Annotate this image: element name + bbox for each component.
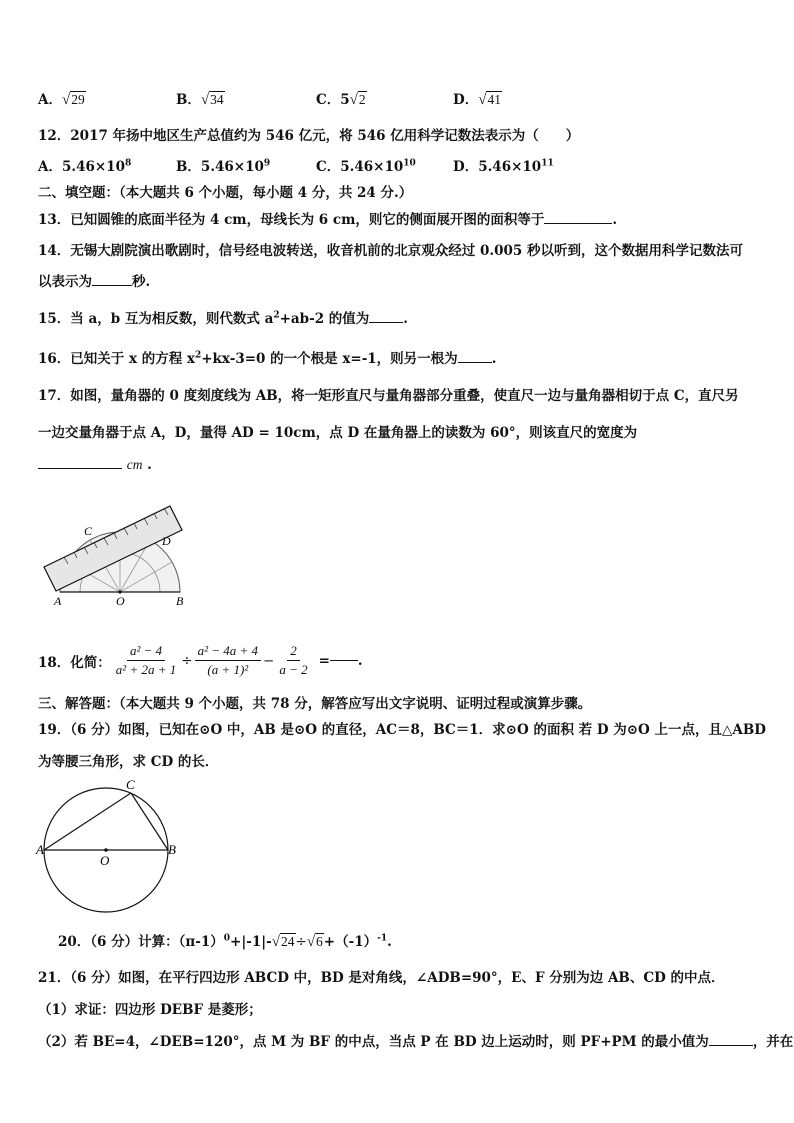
section-3-heading: 三、解答题：（本大题共 9 个小题，共 78 分，解答应写出文字说明、证明过程或演算步骤。 — [38, 696, 592, 712]
q21-answer-blank — [709, 1045, 753, 1046]
q15: 15．当 a，b 互为相反数，则代数式 $a^2+ab-2$ 的值为 . — [38, 310, 408, 327]
fig19-label-o: O — [100, 853, 110, 868]
fig17-label-d: D — [162, 534, 171, 548]
q21-line3: （2）若 BE=4，∠DEB=120°，点 M 为 BF 的中点，当点 P 在 BD 边上运动时，则 PF+PM 的最小值为 ，并在 — [38, 1034, 794, 1050]
fig19-label-b: B — [168, 842, 176, 857]
figure-17-protractor — [38, 500, 198, 612]
q13: 13．已知圆锥的底面半径为 4 cm，母线长为 6 cm，则它的侧面展开图的面积等于 . — [38, 212, 618, 228]
q12-option-c: C．$5.46\times 10^{10}$ — [316, 158, 416, 175]
q17-line3: cm . — [38, 457, 152, 473]
q20: 20．（6 分）计算：$(\pi-1)^0+|-1|-√24\div√6+(-1)^{-1}$. — [58, 933, 392, 950]
q12-stem: 12．2017 年扬中地区生产总值约为 546 亿元，将 546 亿用科学记数法表示为（ ） — [38, 128, 580, 144]
q19-line1: 19．（6 分）如图，已知在⊙O 中，AB 是⊙O 的直径，AC＝8，BC＝1．求⊙O 的面积 若 D 为⊙O 上一点，且△ABD — [38, 722, 766, 738]
q12-option-a: A．$5.46\times 10^8$ — [38, 158, 132, 175]
q18-answer-blank — [330, 660, 358, 661]
q18-fraction-1: $\frac{\text{a² − 4}}{\text{a² + 2a + 1}}$ — [115, 643, 177, 677]
q17-line2: 一边交量角器于点 A，D，量得 AD = 10cm，点 D 在量角器上的读数为 60°，则该直尺的宽度为 — [38, 425, 638, 441]
q11-option-d: D．√41 — [453, 92, 501, 108]
q11-option-b: B．√34 — [176, 92, 224, 108]
q18-fraction-2: $\frac{\text{a² − 4a + 4}}{\text{(a + 1)²}}$ — [195, 642, 261, 679]
fig17-label-c: C — [84, 524, 93, 538]
q18-fraction-3: $\frac{2}{a - 2}$ — [279, 643, 308, 677]
q21-line2: （1）求证：四边形 DEBF 是菱形； — [38, 1002, 262, 1018]
q18: 18．化简： $\frac{\text{a² − 4}}{\text{a² + 2a + 1}}$ ÷ $\frac{\text{a² − 4a + 4}}{\text{(a + 1)²}}$ − $\frac{2}{a - 2}$ = . — [38, 643, 363, 677]
q14-answer-blank — [92, 285, 132, 286]
q13-answer-blank — [544, 223, 612, 224]
fig17-label-o: O — [116, 594, 125, 608]
fig19-label-c: C — [126, 777, 135, 792]
q17-answer-blank — [38, 468, 122, 469]
figure-19-circle — [34, 775, 184, 915]
q19-line2: 为等腰三角形，求 CD 的长． — [38, 754, 219, 770]
section-2-heading: 二、填空题：（本大题共 6 个小题，每小题 4 分，共 24 分.） — [38, 185, 413, 201]
fig19-label-a: A — [36, 842, 44, 857]
q14-line2: 以表示为 秒. — [38, 274, 151, 290]
q12-option-b: B．$5.46\times 10^9$ — [176, 158, 271, 175]
q21-line1: 21．（6 分）如图，在平行四边形 ABCD 中，BD 是对角线，∠ADB=90°，E、F 分别为边 AB、CD 的中点． — [38, 970, 725, 986]
q16: 16．已知关于 x 的方程 $x^2+kx-3=0$ 的一个根是 x=-1，则另一根为 . — [38, 350, 497, 367]
fig17-label-b: B — [176, 594, 184, 608]
fig17-label-a: A — [54, 594, 62, 608]
q11-option-a: A．√29 — [38, 92, 85, 108]
q14-line1: 14．无锡大剧院演出歌剧时，信号经电波转送，收音机前的北京观众经过 0.005 秒以听到，这个数据用科学记数法可 — [38, 243, 743, 259]
q16-answer-blank — [458, 362, 492, 363]
q11-option-c: C．5√2 — [316, 92, 366, 108]
q15-answer-blank — [369, 322, 403, 323]
q12-option-d: D．$5.46\times 10^{11}$ — [453, 158, 554, 175]
q17-line1: 17．如图，量角器的 0 度刻度线为 AB，将一矩形直尺与量角器部分重叠，使直尺一边与量角器相切于点 C，直尺另 — [38, 388, 739, 404]
